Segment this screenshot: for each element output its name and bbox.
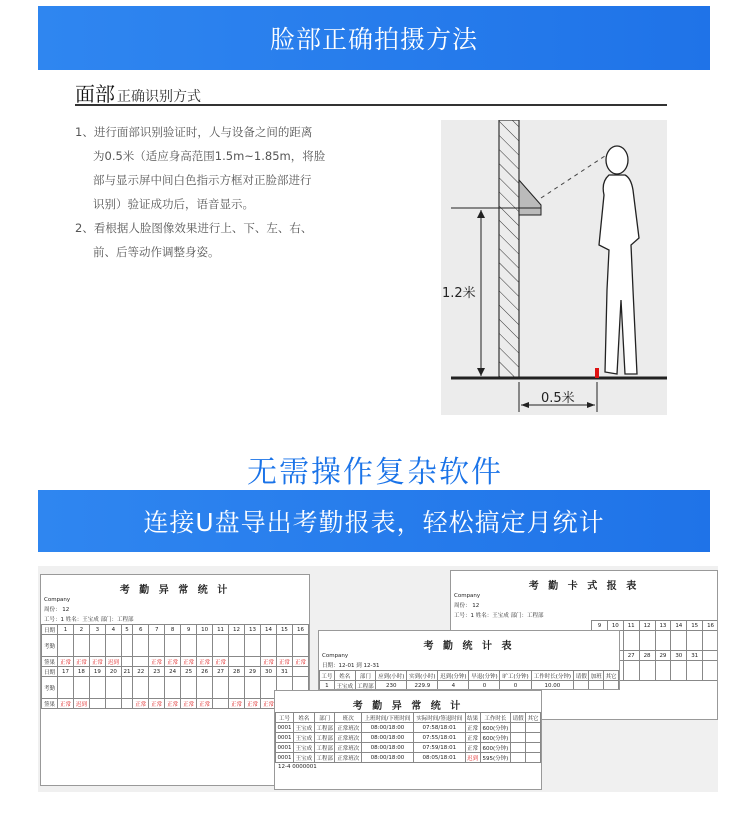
- sight-line: [541, 152, 611, 198]
- diagram-illustration: [441, 120, 667, 415]
- report-abnormal-detail: [274, 690, 542, 790]
- report-samples: [38, 566, 718, 792]
- report-company: Company: [454, 593, 481, 599]
- section-heading: [75, 78, 667, 106]
- instruction-line: 识别）验证成功后，语音显示。: [93, 197, 254, 211]
- subtitle: 无需操作复杂软件: [247, 455, 503, 490]
- instruction-line: 前、后等动作调整身姿。: [93, 245, 220, 259]
- report-period: 周份： 12: [454, 603, 480, 609]
- device-icon: [519, 180, 541, 215]
- position-marker: [595, 368, 599, 378]
- distance-diagram: [441, 120, 667, 415]
- report-title: 考 勤 卡 式 报 表: [528, 581, 640, 592]
- report-title: 考 勤 异 常 统 计: [119, 585, 231, 596]
- instruction-line: 1、进行面部识别验证时，人与设备之间的距离: [75, 125, 313, 139]
- report-staff: 工号：1 姓名：王宝成 部门：工程部: [454, 613, 544, 619]
- report-table: 工号 姓名 部门 班次 上班时间/下班时间 实际时间/签退时间 结果 工作时长 请假 其它 0001 王宝成 工程部 正常班次 08:00/18:00 07:58/18:01 正常 600(分钟) 0001 王宝成 工程部 正常班次 08:00/18:00 07:55/18:01 正常 600(分钟) 0001 王宝成 工程部 正常班次 08:00/18:00 07:59/18:01 正常 600(分钟) 0001 王宝成 工程部 正常班次 08:00/18:00 08:05/18:01 迟到 595(分钟): [275, 712, 541, 763]
- person-icon: [599, 146, 639, 374]
- instruction-line: 2、看根据人脸图像效果进行上、下、左、右、: [75, 221, 313, 235]
- banner-title: 脸部正确拍摄方法: [269, 25, 478, 54]
- instruction-line: 部与显示屏中间白色指示方框对正脸部进行: [93, 173, 312, 187]
- export-banner: [38, 490, 710, 552]
- instructions: [75, 120, 375, 264]
- section-heading-sub: 正确识别方式: [117, 89, 201, 105]
- report-company: Company: [44, 597, 71, 603]
- report-table: 日期 1 2 3 4 5 6 7 8 9 10 11 12 13 14 15 16 考勤 签果 正常 正常 正常 迟到 正常 正常 正常 正常 正常 正常 正常 正常 日期 17 18 19 20 21 22 23 24 25 26 27 28 29 30 31 考勤 签果 正常 迟到 正常 正常 正常 正常 正常 正常 正常 正常: [41, 624, 309, 709]
- report-footer: 12-4 0000001: [278, 764, 317, 770]
- distance-label: 0.5米: [541, 391, 575, 406]
- report-title: 考 勤 异 常 统 计: [352, 701, 464, 712]
- report-staff: 工号：1 姓名：王宝成 部门：工程部: [44, 617, 134, 623]
- instruction-line: 为0.5米（适应身高范围1.5m~1.85m，将脸: [93, 149, 326, 163]
- title-banner: [38, 6, 710, 70]
- report-table: 9 10 11 12 13 14 15 16 27 28 29 30 31: [591, 620, 718, 681]
- export-banner-title: 连接U盘导出考勤报表，轻松搞定月统计: [143, 508, 605, 537]
- report-title: 考 勤 统 计 表: [423, 641, 515, 652]
- report-summary: [318, 630, 620, 690]
- report-period: 周份： 12: [44, 607, 70, 613]
- height-label: 1.2米: [442, 286, 476, 301]
- report-abnormal-stats: [40, 574, 310, 786]
- report-table: 工号 姓名 部门 应到(小时) 实到(小时) 迟到(分钟) 早退(分钟) 旷工(分钟) 工作时长(分钟) 请假 加班 其它 1 王宝成 工程部 230 229.9 4 0 0 10.00: [319, 670, 619, 690]
- report-company: Company: [322, 653, 349, 659]
- report-period: 日期：12-01 到 12-31: [322, 663, 380, 669]
- wall: [499, 120, 519, 378]
- section-heading-main: 面部: [75, 82, 115, 106]
